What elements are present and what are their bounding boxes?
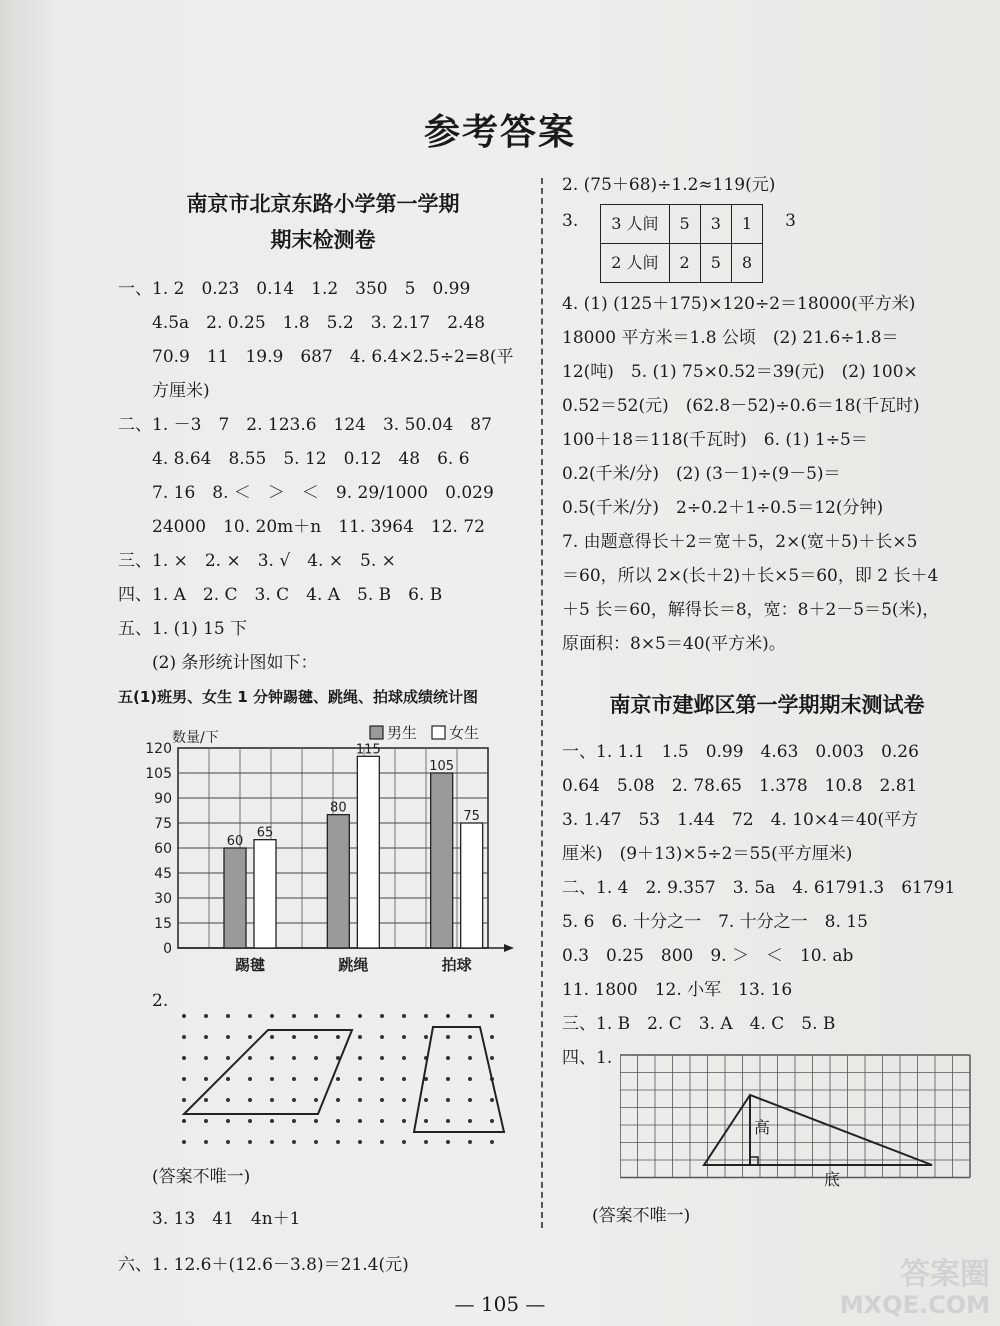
grid-dot xyxy=(226,1098,230,1102)
grid-dot xyxy=(358,1014,362,1018)
answer-line: 4.5a 2. 0.25 1.8 5.2 3. 2.17 2.48 xyxy=(152,313,486,333)
room-table xyxy=(600,204,763,283)
grid-dot xyxy=(248,1035,252,1039)
grid-dot xyxy=(314,1014,318,1018)
grid-dot xyxy=(248,1140,252,1144)
legend-swatch xyxy=(432,726,445,739)
answer-line: 11. 1800 12. 小军 13. 16 xyxy=(562,980,793,1000)
answer-line: 3. 1.47 53 1.44 72 4. 10×4＝40(平方 xyxy=(562,810,919,830)
grid-dot xyxy=(292,1077,296,1081)
grid-dot xyxy=(336,1098,340,1102)
bar xyxy=(357,756,379,948)
grid-dot xyxy=(204,1140,208,1144)
grid-dot xyxy=(204,1077,208,1081)
bar xyxy=(461,823,483,948)
grid-dot xyxy=(248,1077,252,1081)
table-row xyxy=(601,205,763,244)
right-column xyxy=(562,168,972,1233)
grid-dot xyxy=(380,1140,384,1144)
bar-chart xyxy=(118,718,528,978)
grid-dot xyxy=(380,1014,384,1018)
y-tick-label: 60 xyxy=(154,841,172,857)
grid-dot xyxy=(402,1140,406,1144)
grid-dot xyxy=(446,1035,450,1039)
question-label: 2. xyxy=(152,991,169,1011)
grid-dot xyxy=(182,1098,186,1102)
grid-dot xyxy=(270,1035,274,1039)
grid-dot xyxy=(358,1098,362,1102)
answer-line: 100＋18＝118(千瓦时) 6. (1) 1÷5＝ xyxy=(562,430,868,450)
grid-dot xyxy=(314,1098,318,1102)
grid-dot xyxy=(204,1056,208,1060)
grid-dot xyxy=(204,1014,208,1018)
grid-dot xyxy=(468,1077,472,1081)
grid-dot xyxy=(270,1077,274,1081)
answer-line: 四、1. xyxy=(562,1048,613,1068)
grid-dot xyxy=(336,1140,340,1144)
answer-line: 7. 由题意得长＋2＝宽＋5，2×(宽＋5)＋长×5 xyxy=(562,532,918,552)
table-cell: 5 xyxy=(700,244,731,283)
grid-dot xyxy=(292,1140,296,1144)
y-tick-label: 0 xyxy=(163,941,172,957)
table-cell: 5 xyxy=(669,205,700,244)
table-cell: 8 xyxy=(731,244,762,283)
section-title-beijing-1: 南京市北京东路小学第一学期 xyxy=(186,192,460,216)
table-cell: 3 人间 xyxy=(601,205,669,244)
grid-dot xyxy=(380,1098,384,1102)
grid-dot xyxy=(380,1077,384,1081)
grid-dot xyxy=(292,1056,296,1060)
bar-value-label: 80 xyxy=(330,800,347,816)
answer-line: 厘米) (9＋13)×5÷2＝55(平方厘米) xyxy=(562,844,853,864)
grid-dot xyxy=(226,1140,230,1144)
grid-dot xyxy=(314,1035,318,1039)
answer-line: 24000 10. 20m＋n 11. 3964 12. 72 xyxy=(152,517,485,537)
grid-dot xyxy=(270,1119,274,1123)
answer-line: 三、1. B 2. C 3. A 4. C 5. B xyxy=(562,1014,836,1034)
dot-grid-figures xyxy=(118,1002,528,1152)
legend-label: 男生 xyxy=(387,724,418,742)
legend-swatch xyxy=(370,726,383,739)
grid-dot xyxy=(424,1098,428,1102)
answer-line: 方厘米) xyxy=(152,381,210,401)
answer-line: 0.2(千米/分) (2) (3－1)÷(9－5)＝ xyxy=(562,464,841,484)
bar xyxy=(224,848,246,948)
grid-dot xyxy=(358,1140,362,1144)
y-tick-label: 75 xyxy=(154,816,172,832)
answer-line: 0.3 0.25 800 9. ＞ ＜ 10. ab xyxy=(562,946,854,966)
answer-line: 12(吨) 5. (1) 75×0.52＝39(元) (2) 100× xyxy=(562,362,918,382)
question-label: 3. xyxy=(562,211,579,231)
grid-dot xyxy=(292,1014,296,1018)
table-cell: 1 xyxy=(731,205,762,244)
grid-dot xyxy=(226,1056,230,1060)
answer-line: 五、1. (1) 15 下 xyxy=(118,619,248,639)
grid-dot xyxy=(446,1056,450,1060)
grid-dot xyxy=(226,1035,230,1039)
grid-dot xyxy=(336,1035,340,1039)
grid-dot xyxy=(402,1014,406,1018)
left-column xyxy=(118,186,528,1282)
grid-dot xyxy=(270,1140,274,1144)
bar xyxy=(431,773,453,948)
answer-line: 二、1. －3 7 2. 123.6 124 3. 50.04 87 xyxy=(118,415,492,435)
section-title-beijing-2: 期末检测卷 xyxy=(270,228,376,252)
note-text: (答案不唯一) xyxy=(592,1206,691,1226)
answer-line: (2) 条形统计图如下： xyxy=(152,653,318,673)
x-category-label: 跳绳 xyxy=(338,956,369,974)
base-label: 底 xyxy=(824,1170,841,1189)
answer-line: 0.52＝52(元) (62.8－52)÷0.6＝18(千瓦时) xyxy=(562,396,920,416)
answer-line: 二、1. 4 2. 9.357 3. 5a 4. 61791.3 61791 xyxy=(562,878,956,898)
bar-value-label: 105 xyxy=(429,759,455,774)
bar-value-label: 60 xyxy=(226,834,244,849)
grid-dot xyxy=(490,1014,494,1018)
grid-dot xyxy=(358,1056,362,1060)
y-tick-label: 120 xyxy=(145,741,172,757)
grid-dot xyxy=(468,1098,472,1102)
grid-dot xyxy=(446,1077,450,1081)
grid-dot xyxy=(182,1077,186,1081)
grid-dot xyxy=(248,1056,252,1060)
grid-dot xyxy=(358,1035,362,1039)
grid-dot xyxy=(358,1119,362,1123)
grid-dot xyxy=(314,1140,318,1144)
x-category-label: 踢毽 xyxy=(234,956,266,974)
answer-line: 3. 13 41 4n＋1 xyxy=(152,1209,301,1229)
height-label: 高 xyxy=(754,1118,771,1137)
grid-dot xyxy=(182,1056,186,1060)
table-cell: 2 xyxy=(669,244,700,283)
grid-dot xyxy=(204,1098,208,1102)
grid-dot xyxy=(402,1035,406,1039)
page-number: — 105 — xyxy=(454,1292,546,1316)
y-tick-label: 30 xyxy=(154,891,172,907)
answer-line: 0.5(千米/分) 2÷0.2＋1÷0.5＝12(分钟) xyxy=(562,498,884,518)
grid-dot xyxy=(358,1077,362,1081)
y-tick-label: 105 xyxy=(145,766,172,782)
room-table-block xyxy=(562,204,972,283)
answer-line: 四、1. A 2. C 3. C 4. A 5. B 6. B xyxy=(118,585,443,605)
grid-dot xyxy=(468,1056,472,1060)
grid-dot xyxy=(380,1035,384,1039)
grid-dot xyxy=(314,1119,318,1123)
grid-dot xyxy=(314,1077,318,1081)
grid-dot xyxy=(182,1014,186,1018)
grid-dot xyxy=(270,1014,274,1018)
grid-dot xyxy=(248,1119,252,1123)
grid-dot xyxy=(336,1077,340,1081)
grid-dot xyxy=(182,1035,186,1039)
table-cell: 3 xyxy=(700,205,731,244)
grid-dot xyxy=(446,1098,450,1102)
watermark-text: MXQE.COM xyxy=(839,1291,990,1319)
answer-line: 原面积：8×5＝40(平方米)。 xyxy=(562,634,786,654)
grid-dot xyxy=(270,1098,274,1102)
grid-dot xyxy=(490,1056,494,1060)
grid-dot xyxy=(468,1119,472,1123)
grid-dot xyxy=(402,1119,406,1123)
grid-dot xyxy=(490,1119,494,1123)
grid-dot xyxy=(270,1056,274,1060)
grid-dot xyxy=(226,1119,230,1123)
page-title: 参考答案 xyxy=(423,112,576,153)
answer-line: 六、1. 12.6＋(12.6－3.8)＝21.4(元) xyxy=(118,1255,409,1275)
grid-dot xyxy=(424,1140,428,1144)
chart-title: 五(1)班男、女生 1 分钟踢毽、跳绳、拍球成绩统计图 xyxy=(118,688,479,706)
bar-value-label: 75 xyxy=(463,809,480,824)
y-tick-label: 15 xyxy=(154,916,172,932)
answer-line: 一、1. 2 0.23 0.14 1.2 350 5 0.99 xyxy=(118,279,471,299)
column-divider xyxy=(541,178,543,1228)
answer-line: ＝60，所以 2×(长＋2)＋长×5＝60，即 2 长＋4 xyxy=(562,566,939,586)
grid-dot xyxy=(490,1035,494,1039)
grid-dot xyxy=(490,1140,494,1144)
bar-value-label: 65 xyxy=(256,825,274,841)
table-side-value: 3 xyxy=(785,211,796,231)
answer-line: ＋5 长＝60，解得长＝8，宽：8＋2－5＝5(米)， xyxy=(562,600,940,620)
grid-dot xyxy=(424,1014,428,1018)
right-angle-mark xyxy=(750,1157,758,1165)
answer-line: 70.9 11 19.9 687 4. 6.4×2.5÷2=8(平 xyxy=(152,347,514,367)
grid-dot xyxy=(402,1056,406,1060)
bar xyxy=(254,840,276,948)
answer-line: 5. 6 6. 十分之一 7. 十分之一 8. 15 xyxy=(562,912,868,932)
grid-dot xyxy=(380,1119,384,1123)
answer-line: 4. 8.64 8.55 5. 12 0.12 48 6. 6 xyxy=(152,449,470,469)
answer-line: 18000 平方米＝1.8 公顷 (2) 21.6÷1.8＝ xyxy=(562,328,899,348)
grid-dot xyxy=(336,1119,340,1123)
grid-dot xyxy=(182,1140,186,1144)
table-cell: 2 人间 xyxy=(601,244,669,283)
grid-dot xyxy=(446,1014,450,1018)
grid-dot xyxy=(204,1035,208,1039)
answer-line: 一、1. 1.1 1.5 0.99 4.63 0.003 0.26 xyxy=(562,742,919,762)
y-tick-label: 90 xyxy=(154,791,172,807)
y-tick-label: 45 xyxy=(154,866,172,882)
grid-dot xyxy=(336,1014,340,1018)
grid-dot xyxy=(314,1056,318,1060)
note-text: (答案不唯一) xyxy=(152,1167,251,1187)
triangle-grid-figure xyxy=(620,1051,1000,1191)
grid-dot xyxy=(402,1077,406,1081)
x-axis-arrow xyxy=(504,944,514,952)
grid-dot xyxy=(402,1098,406,1102)
grid-dot xyxy=(446,1119,450,1123)
bar-value-label: 115 xyxy=(355,742,381,758)
grid-dot xyxy=(380,1056,384,1060)
y-axis-label: 数量/下 xyxy=(172,730,219,746)
answer-line: 0.64 5.08 2. 78.65 1.378 10.8 2.81 xyxy=(562,776,918,796)
grid-dot xyxy=(292,1035,296,1039)
grid-dot xyxy=(226,1014,230,1018)
x-category-label: 拍球 xyxy=(441,956,472,974)
grid-dot xyxy=(446,1140,450,1144)
grid-dot xyxy=(248,1014,252,1018)
answer-line: 三、1. × 2. × 3. √ 4. × 5. × xyxy=(118,551,396,571)
grid-dot xyxy=(468,1140,472,1144)
grid-dot xyxy=(204,1119,208,1123)
grid-dot xyxy=(424,1035,428,1039)
parallelogram-shape xyxy=(184,1030,352,1114)
triangle-shape xyxy=(704,1095,932,1165)
watermark xyxy=(839,1257,990,1320)
grid-dot xyxy=(468,1035,472,1039)
grid-dot xyxy=(490,1098,494,1102)
table-row xyxy=(601,244,763,283)
grid-dot xyxy=(292,1098,296,1102)
grid-dot xyxy=(226,1077,230,1081)
answer-line: 2. (75＋68)÷1.2≈119(元) xyxy=(562,175,776,195)
watermark-text: 答案圈 xyxy=(900,1257,990,1292)
grid-dot xyxy=(292,1119,296,1123)
grid-dot xyxy=(468,1014,472,1018)
grid-dot xyxy=(248,1098,252,1102)
grid-dot xyxy=(182,1119,186,1123)
bar xyxy=(327,815,349,948)
answer-line: 7. 16 8. ＜ ＞ ＜ 9. 29/1000 0.029 xyxy=(152,483,494,503)
answer-line: 4. (1) (125＋175)×120÷2＝18000(平方米) xyxy=(562,294,916,314)
grid-dot xyxy=(424,1119,428,1123)
section-title-jianye: 南京市建邺区第一学期期末测试卷 xyxy=(609,693,925,717)
legend-label: 女生 xyxy=(449,724,480,742)
